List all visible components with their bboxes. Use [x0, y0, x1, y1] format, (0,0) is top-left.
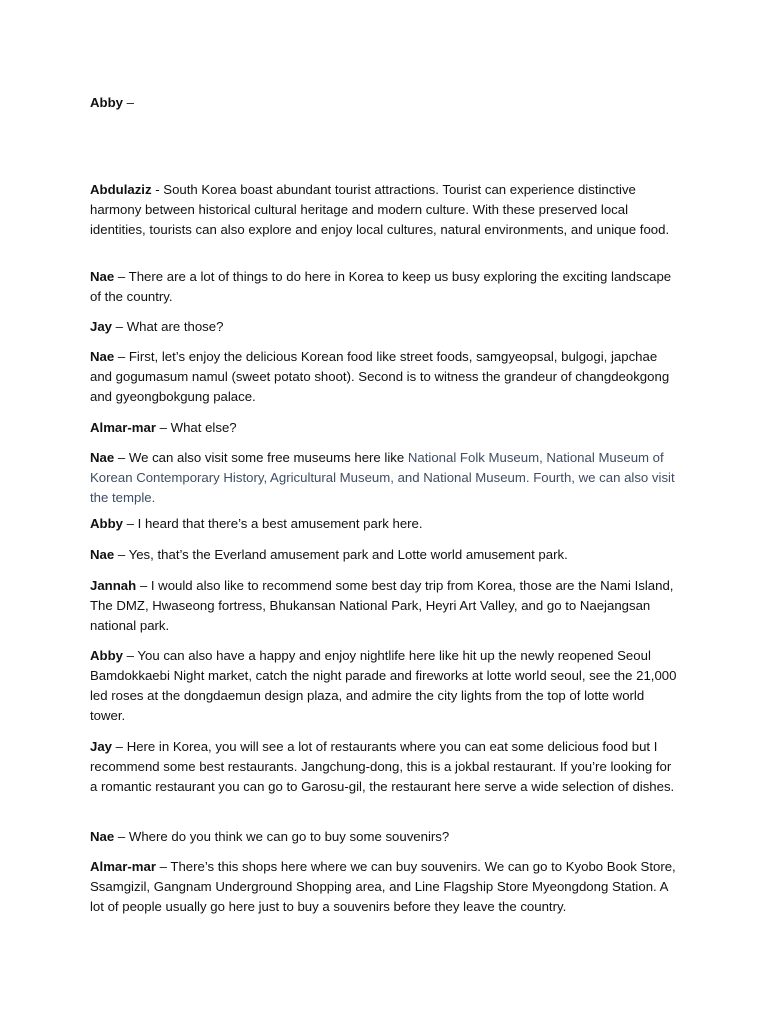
- speaker-name: Jay: [90, 319, 113, 334]
- speaker-separator: –: [122, 648, 138, 663]
- line-text: Where do you think we can go to buy some souvenirs?: [128, 829, 450, 844]
- line-text: First, let’s enjoy the delicious Korean food like street foods, samgyeopsal, bulgogi, japchae and gogumasum namul (sweet potato shoot). Second is to witness the grandeur of changdeokgong and gyeongbokgung palace.: [90, 349, 670, 404]
- dialogue-line: [90, 418, 680, 438]
- line-text: Yes, that’s the Everland amusement park and Lotte world amusement park.: [128, 547, 568, 562]
- dialogue-line: [90, 827, 680, 847]
- line-text: There’s this shops here where we can buy souvenirs. We can go to Kyobo Book Store, Ssamgizil, Gangnam Underground Shopping area, and Line Flagship Store Myeongdong Station. A lot of people usually go here just to buy a souvenirs before they leave the country.: [90, 859, 676, 914]
- speaker-separator: –: [136, 578, 151, 593]
- dialogue-line: [90, 93, 680, 113]
- dialogue-line: [90, 545, 680, 565]
- speaker-separator: –: [114, 349, 129, 364]
- speaker-separator: –: [114, 269, 129, 284]
- dialogue-line: [90, 737, 680, 797]
- speaker-name: Abby: [90, 516, 123, 531]
- dialogue-line: [90, 448, 680, 508]
- dialogue-line: [90, 347, 680, 407]
- dialogue-line: [90, 267, 680, 307]
- line-text: What else?: [170, 420, 237, 435]
- speaker-separator: –: [122, 516, 138, 531]
- line-text: What are those?: [126, 319, 224, 334]
- line-text: I heard that there’s a best amusement park here.: [137, 516, 423, 531]
- speaker-separator: –: [114, 547, 129, 562]
- dialogue-line: [90, 857, 680, 917]
- speaker-name: Abby: [90, 648, 123, 663]
- dialogue-line: [90, 317, 680, 337]
- speaker-name: Abby: [90, 95, 123, 110]
- speaker-separator: –: [122, 95, 134, 110]
- speaker-name: Almar-mar: [90, 859, 156, 874]
- speaker-separator: –: [112, 739, 127, 754]
- line-text: We can also visit some free museums here like: [128, 450, 408, 465]
- speaker-separator: –: [112, 319, 127, 334]
- speaker-name: Nae: [90, 450, 115, 465]
- speaker-name: Nae: [90, 349, 115, 364]
- speaker-separator: –: [155, 420, 171, 435]
- speaker-separator: –: [114, 829, 129, 844]
- speaker-name: Jannah: [90, 578, 137, 593]
- line-text: Here in Korea, you will see a lot of restaurants where you can eat some delicious food but I recommend some best restaurants. Jangchung-dong, this is a jokbal restaurant. If you’re looking for a romantic restaurant you can go to Garosu-gil, the restaurant here serve a wide selection of dishes.: [90, 739, 675, 794]
- line-text: You can also have a happy and enjoy nightlife here like hit up the newly reopened Seoul Bamdokkaebi Night market, catch the night parade and fireworks at lotte world seoul, see the 21,000 led roses at the dongdaemun design plaza, and admire the city lights from the top of lotte world tower.: [90, 648, 677, 723]
- dialogue-line: [90, 514, 680, 534]
- speaker-separator: -: [151, 182, 164, 197]
- dialogue-line: [90, 646, 680, 726]
- line-text: I would also like to recommend some best day trip from Korea, those are the Nami Island, The DMZ, Hwaseong fortress, Bhukansan National Park, Heyri Art Valley, and go to Naejangsan national park.: [90, 578, 674, 633]
- speaker-name: Nae: [90, 547, 115, 562]
- speaker-name: Nae: [90, 829, 115, 844]
- speaker-name: Nae: [90, 269, 115, 284]
- speaker-name: Abdulaziz: [90, 182, 152, 197]
- dialogue-line: [90, 576, 680, 636]
- line-text: There are a lot of things to do here in Korea to keep us busy exploring the exciting landscape of the country.: [90, 269, 672, 304]
- speaker-separator: –: [114, 450, 129, 465]
- museum-list-text: National Folk Museum, National Museum of Korean Contemporary History, Agricultural Museum, and National Museum. Fourth, we can also visit the temple.: [90, 450, 675, 505]
- speaker-separator: –: [155, 859, 171, 874]
- speaker-name: Almar-mar: [90, 420, 156, 435]
- speaker-name: Jay: [90, 739, 113, 754]
- line-text: South Korea boast abundant tourist attractions. Tourist can experience distinctive harmony between historical cultural heritage and modern culture. With these preserved local identities, tourists can also explore and enjoy local cultures, natural environments, and unique food.: [90, 182, 670, 237]
- dialogue-line: [90, 180, 680, 240]
